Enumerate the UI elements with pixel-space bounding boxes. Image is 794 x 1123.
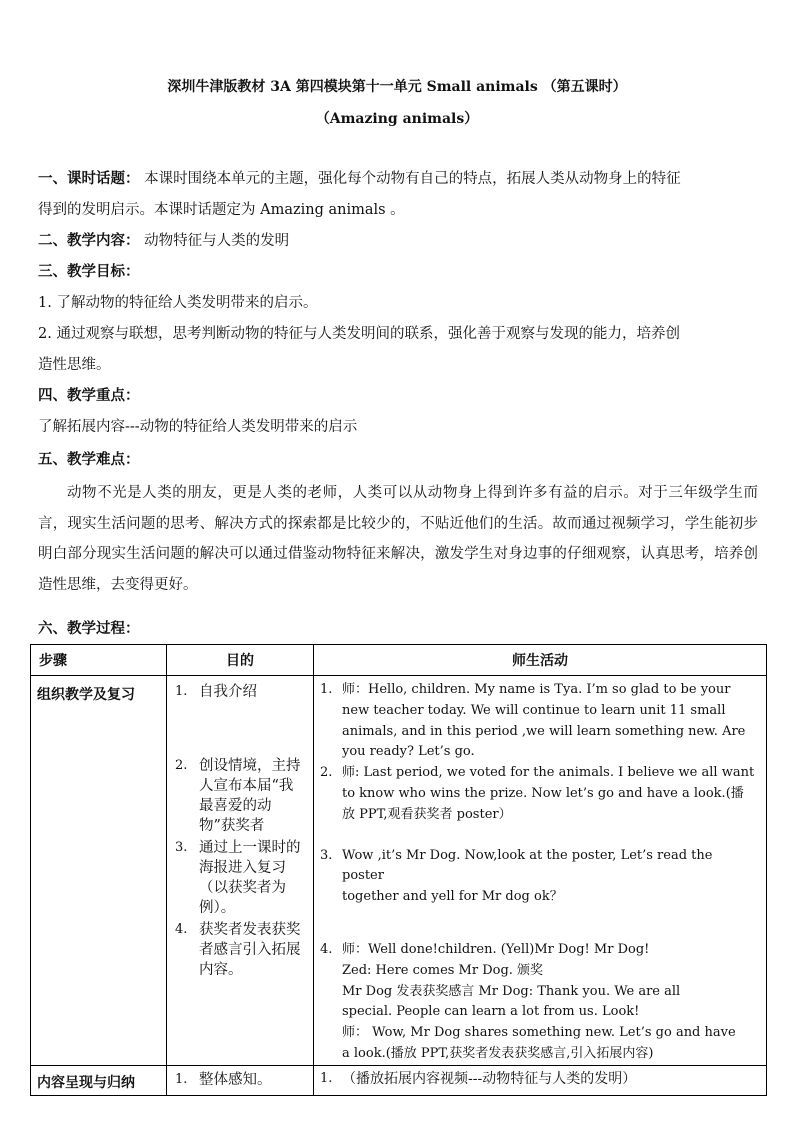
table-header-row [31,645,767,676]
header-step: 步骤 [31,645,167,676]
goal-number: 1. [175,1071,188,1087]
content-line [38,230,758,252]
activity-line: Zed: Here comes Mr Dog. 颁奖 [342,962,544,978]
activity-line: Wow ,it’s Mr Dog. Now,look at the poster, Let’s read the poster [342,847,713,884]
objective-item-1: 1. 了解动物的特征给人类发明带来的启示。 [38,295,318,311]
activity-line: Mr Dog 发表获奖感言 Mr Dog: Thank you. We are all [342,983,681,999]
activity-line: to know who wins the prize. Now let’s go and have a look.(播 [342,785,744,801]
goal-text: 创设情境，主持人宣布本届“我最喜爱的动物”获奖者 [199,758,301,834]
goal-text: 通过上一课时的海报进入复习（以获奖者为例）。 [199,840,301,916]
activity-text [342,846,766,908]
section-heading-objectives: 三、教学目标： [38,263,140,280]
topic-line [38,168,758,190]
document-title: 深圳牛津版教材 3A 第四模块第十一单元 Small animals （第五课时） [167,79,627,95]
section-heading-keypoint: 四、教学重点： [38,387,140,404]
activity-number: 1. [320,1070,333,1086]
activity-text [342,940,766,1065]
activity-text [342,680,766,763]
activity-line: （播放拓展内容视频---动物特征与人类的发明） [342,1070,637,1087]
activity-number: 4. [320,941,333,957]
activity-number: 1. [320,682,333,697]
goal-item [167,920,313,980]
difficulty-text: 动物不光是人类的朋友，更是人类的老师，人类可以从动物身上得到许多有益的启示。对于三年级学生而言，现实生活问题的思考、解决方式的探索都是比较少的，不贴近他们的生活。故而通过视频学习，学生能初步明白部分现实生活问题的解决可以通过借鉴动物特征来解决，激发学生对身边事的仔细观察，认真思考，培养创造性思维，去变得更好。 [38,485,758,593]
section-heading-process: 六、教学过程： [38,620,140,637]
activity-item [314,940,766,1065]
section-heading-topic: 一、课时话题： [38,170,140,187]
activity-line: 师：Hello, children. My name is Tya. I’m so glad to be your [342,682,731,697]
activity-line: 放 PPT,观看获奖者 poster） [342,806,512,822]
activity-line: 师： Wow, Mr Dog shares something new. Let’s go and have [342,1025,736,1041]
activity-line: animals, and in this period ,we will learn something new. Are [342,723,746,739]
activity-text [342,763,766,825]
section-heading-content: 二、教学内容： [38,232,140,249]
activity-line: a look.(播放 PPT,获奖者发表获奖感言,引入拓展内容) [342,1045,654,1061]
header-activity: 师生活动 [314,645,767,676]
content-text: 动物特征与人类的发明 [139,233,290,249]
goal-item [167,682,313,702]
goal-item [167,756,313,836]
activity-line: new teacher today. We will continue to learn unit 11 small [342,702,726,718]
activity-item [314,680,766,763]
goal-item [167,1070,313,1090]
topic-text: 本课时围绕本单元的主题，强化每个动物有自己的特点，拓展人类从动物身上的特征 [139,171,681,187]
activity-line: you ready? Let’s go. [342,744,475,760]
objective-item-2-cont: 造性思维。 [38,357,111,373]
document-subtitle: （Amazing animals） [315,111,479,127]
activity-text [342,1069,766,1090]
topic-text-cont: 得到的发明启示。本课时话题定为 Amazing animals 。 [38,202,405,218]
goal-number: 2. [175,758,188,773]
activity-line: together and yell for Mr dog ok？ [342,889,563,905]
goal-number: 3. [175,840,188,855]
activity-line: special. People can learn a lot from us. Look! [342,1004,640,1020]
goal-number: 1. [175,684,188,699]
step-cell: 组织教学及复习 [31,676,167,1066]
goal-text: 获奖者发表获奖者感言引入拓展内容。 [199,922,301,978]
process-table [30,644,767,1096]
goal-cell [167,1065,314,1095]
goal-cell [167,676,314,1066]
goal-number: 4. [175,922,188,937]
header-goal: 目的 [167,645,314,676]
activity-cell [314,676,767,1066]
activity-item [314,763,766,825]
activity-item [314,846,766,908]
goal-item [167,838,313,918]
activity-item [314,1069,766,1090]
goal-text: 自我介绍 [199,684,257,700]
table-row [31,1065,767,1095]
section-heading-difficulty: 五、教学难点： [38,451,140,468]
activity-number: 2. [320,765,333,781]
objective-item-2: 2. 通过观察与联想，思考判断动物的特征与人类发明间的联系，强化善于观察与发现的能力，培养创 [38,326,680,342]
goal-text: 整体感知。 [199,1071,272,1088]
activity-cell [314,1065,767,1095]
keypoint-text: 了解拓展内容---动物的特征给人类发明带来的启示 [38,419,358,435]
activity-number: 3. [320,847,333,863]
activity-line: 师：Well done!children. (Yell)Mr Dog! Mr Dog! [342,941,650,957]
step-cell: 内容呈现与归纳 [31,1065,167,1095]
activity-line: 师: Last period, we voted for the animals. I believe we all want [342,765,755,781]
table-row [31,676,767,1066]
